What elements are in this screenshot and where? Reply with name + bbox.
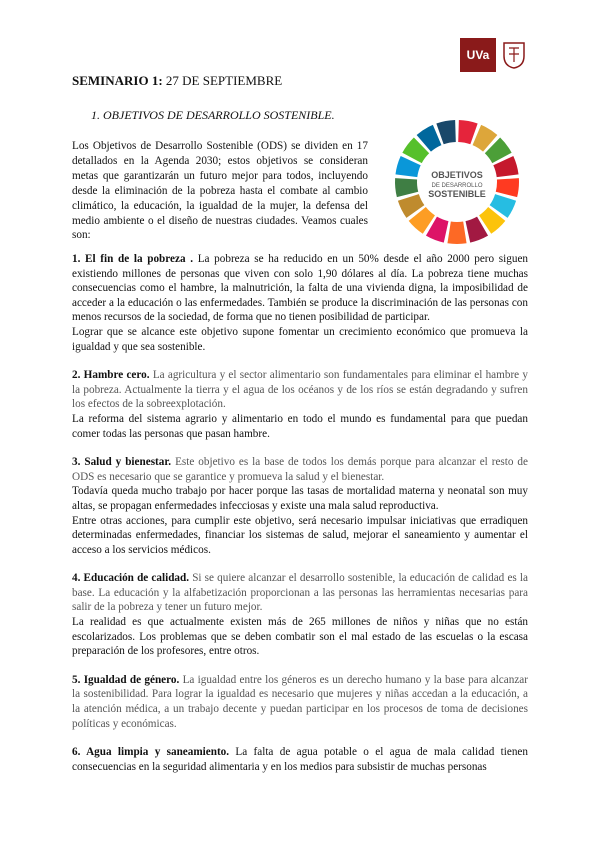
goal-text: La realidad es que actualmente existen más de 265 millones de niños y niñas que no están escolarizados. Los problemas que se deben combatir son el mal estado de las escuelas o la escasa preparación de los profesores, entre otros. — [72, 616, 528, 658]
ods-wheel-segment — [496, 178, 519, 197]
seminar-date: 27 DE SEPTIEMBRE — [165, 73, 283, 88]
ods-logo-line3: SOSTENIBLE — [428, 189, 486, 199]
ods-logo-line2: DE DESARROLLO — [431, 183, 483, 189]
goal-title: 2. Hambre cero. — [72, 369, 150, 382]
goal-6 — [72, 745, 528, 774]
goals-list — [72, 252, 528, 788]
goal-1 — [72, 252, 528, 354]
goal-title: 5. Igualdad de género. — [72, 673, 180, 686]
goal-title: 4. Educación de calidad. — [72, 572, 190, 585]
goal-text: Todavía queda mucho trabajo por hacer porque las tasas de mortalidad materna y neonatal son muy altas, se propagan enfermedades infecciosas y existe una mala salud reproductiva. — [72, 485, 528, 512]
goal-text: Este objetivo es la base de todos los demás porque para alcanzar el resto de ODS es necesario que se garantice y promueva la salud y el bienestar. — [72, 456, 528, 483]
goal-4 — [72, 571, 528, 659]
section-title: 1. OBJETIVOS DE DESARROLLO SOSTENIBLE. — [91, 108, 335, 122]
seminar-heading — [72, 73, 282, 89]
intro-paragraph: Los Objetivos de Desarrollo Sostenible (ODS) se dividen en 17 detallados en la Agenda 2030; estos objetivos se consideran metas que garantizarán un futuro mejor para todos, incluyendo desde la eliminación de la pobreza hasta el combate al cambio climático, la educación, la igualdad de la mujer, la defensa del medio ambiente o el diseño de nuestras ciudades. Veamos cuales son: — [72, 140, 368, 242]
uva-logo-text: UVa — [460, 38, 496, 72]
goal-text: La igualdad entre los géneros es un derecho humano y la base para alcanzar la sostenibilidad. Para lograr la igualdad es necesario que mujeres y niñas accedan a la educación, a la atención médica, a un trabajo decente y puedan participar en los procesos de toma de decisiones políticas y económicas. — [72, 673, 528, 730]
goal-text: La falta de agua potable o el agua de mala calidad tienen consecuencias en la seguridad alimentaria y en los medios para subsistir de muchas personas — [72, 746, 528, 773]
goal-title: 3. Salud y bienestar. — [72, 456, 172, 469]
goal-text: La pobreza se ha reducido en un 50% desde el año 2000 pero siguen existiendo millones de personas que viven con solo 1,90 dólares al día. La pobreza tiene muchas consecuencias como el hambre, la malnutrición, la falta de una vivienda digna, la imposibilidad de acceder a la educación o las enfermedades. También se produce la discriminación de las personas con menos recursos de la sociedad, de forma que no tienen posibilidad de participar. — [72, 253, 528, 324]
ods-wheel-segment — [395, 178, 418, 197]
goal-2 — [72, 368, 528, 441]
seminar-label: SEMINARIO 1: — [72, 73, 163, 88]
goal-title: 6. Agua limpia y saneamiento. — [72, 746, 230, 759]
ods-wheel-segment — [447, 222, 466, 244]
crest-icon — [500, 38, 528, 72]
ods-wheel-logo — [393, 118, 521, 246]
goal-5 — [72, 673, 528, 731]
goal-3 — [72, 455, 528, 557]
goal-title: 1. El fin de la pobreza . — [72, 253, 194, 265]
goal-text: Si se quiere alcanzar el desarrollo sostenible, la educación de calidad es la base. La educación y la alfabetización proporcionan a las personas las herramientas necesarias para salir de la pobreza y tener un futuro mejor. — [72, 572, 528, 614]
goal-text: La agricultura y el sector alimentario son fundamentales para eliminar el hambre y la pobreza. Actualmente la tierra y el agua de los océanos y de los ríos se están degradando y sufren los efectos de la sobreexplotación. — [72, 369, 528, 411]
ods-logo-line1: OBJETIVOS — [431, 170, 483, 180]
goal-text: Lograr que se alcance este objetivo supone fomentar un crecimiento económico que promueva la igualdad y que sea sostenible. — [72, 325, 528, 353]
university-logo — [460, 38, 528, 72]
goal-text: Entre otras acciones, para cumplir este objetivo, será necesario impulsar iniciativas que erradiquen determinadas enfermedades, financiar los sistemas de salud, mejorar el saneamiento y aumentar el acceso a los servicios médicos. — [72, 514, 528, 556]
goal-text: La reforma del sistema agrario y alimentario en todo el mundo es fundamental para que puedan comer todas las personas que pasan hambre. — [72, 412, 528, 440]
